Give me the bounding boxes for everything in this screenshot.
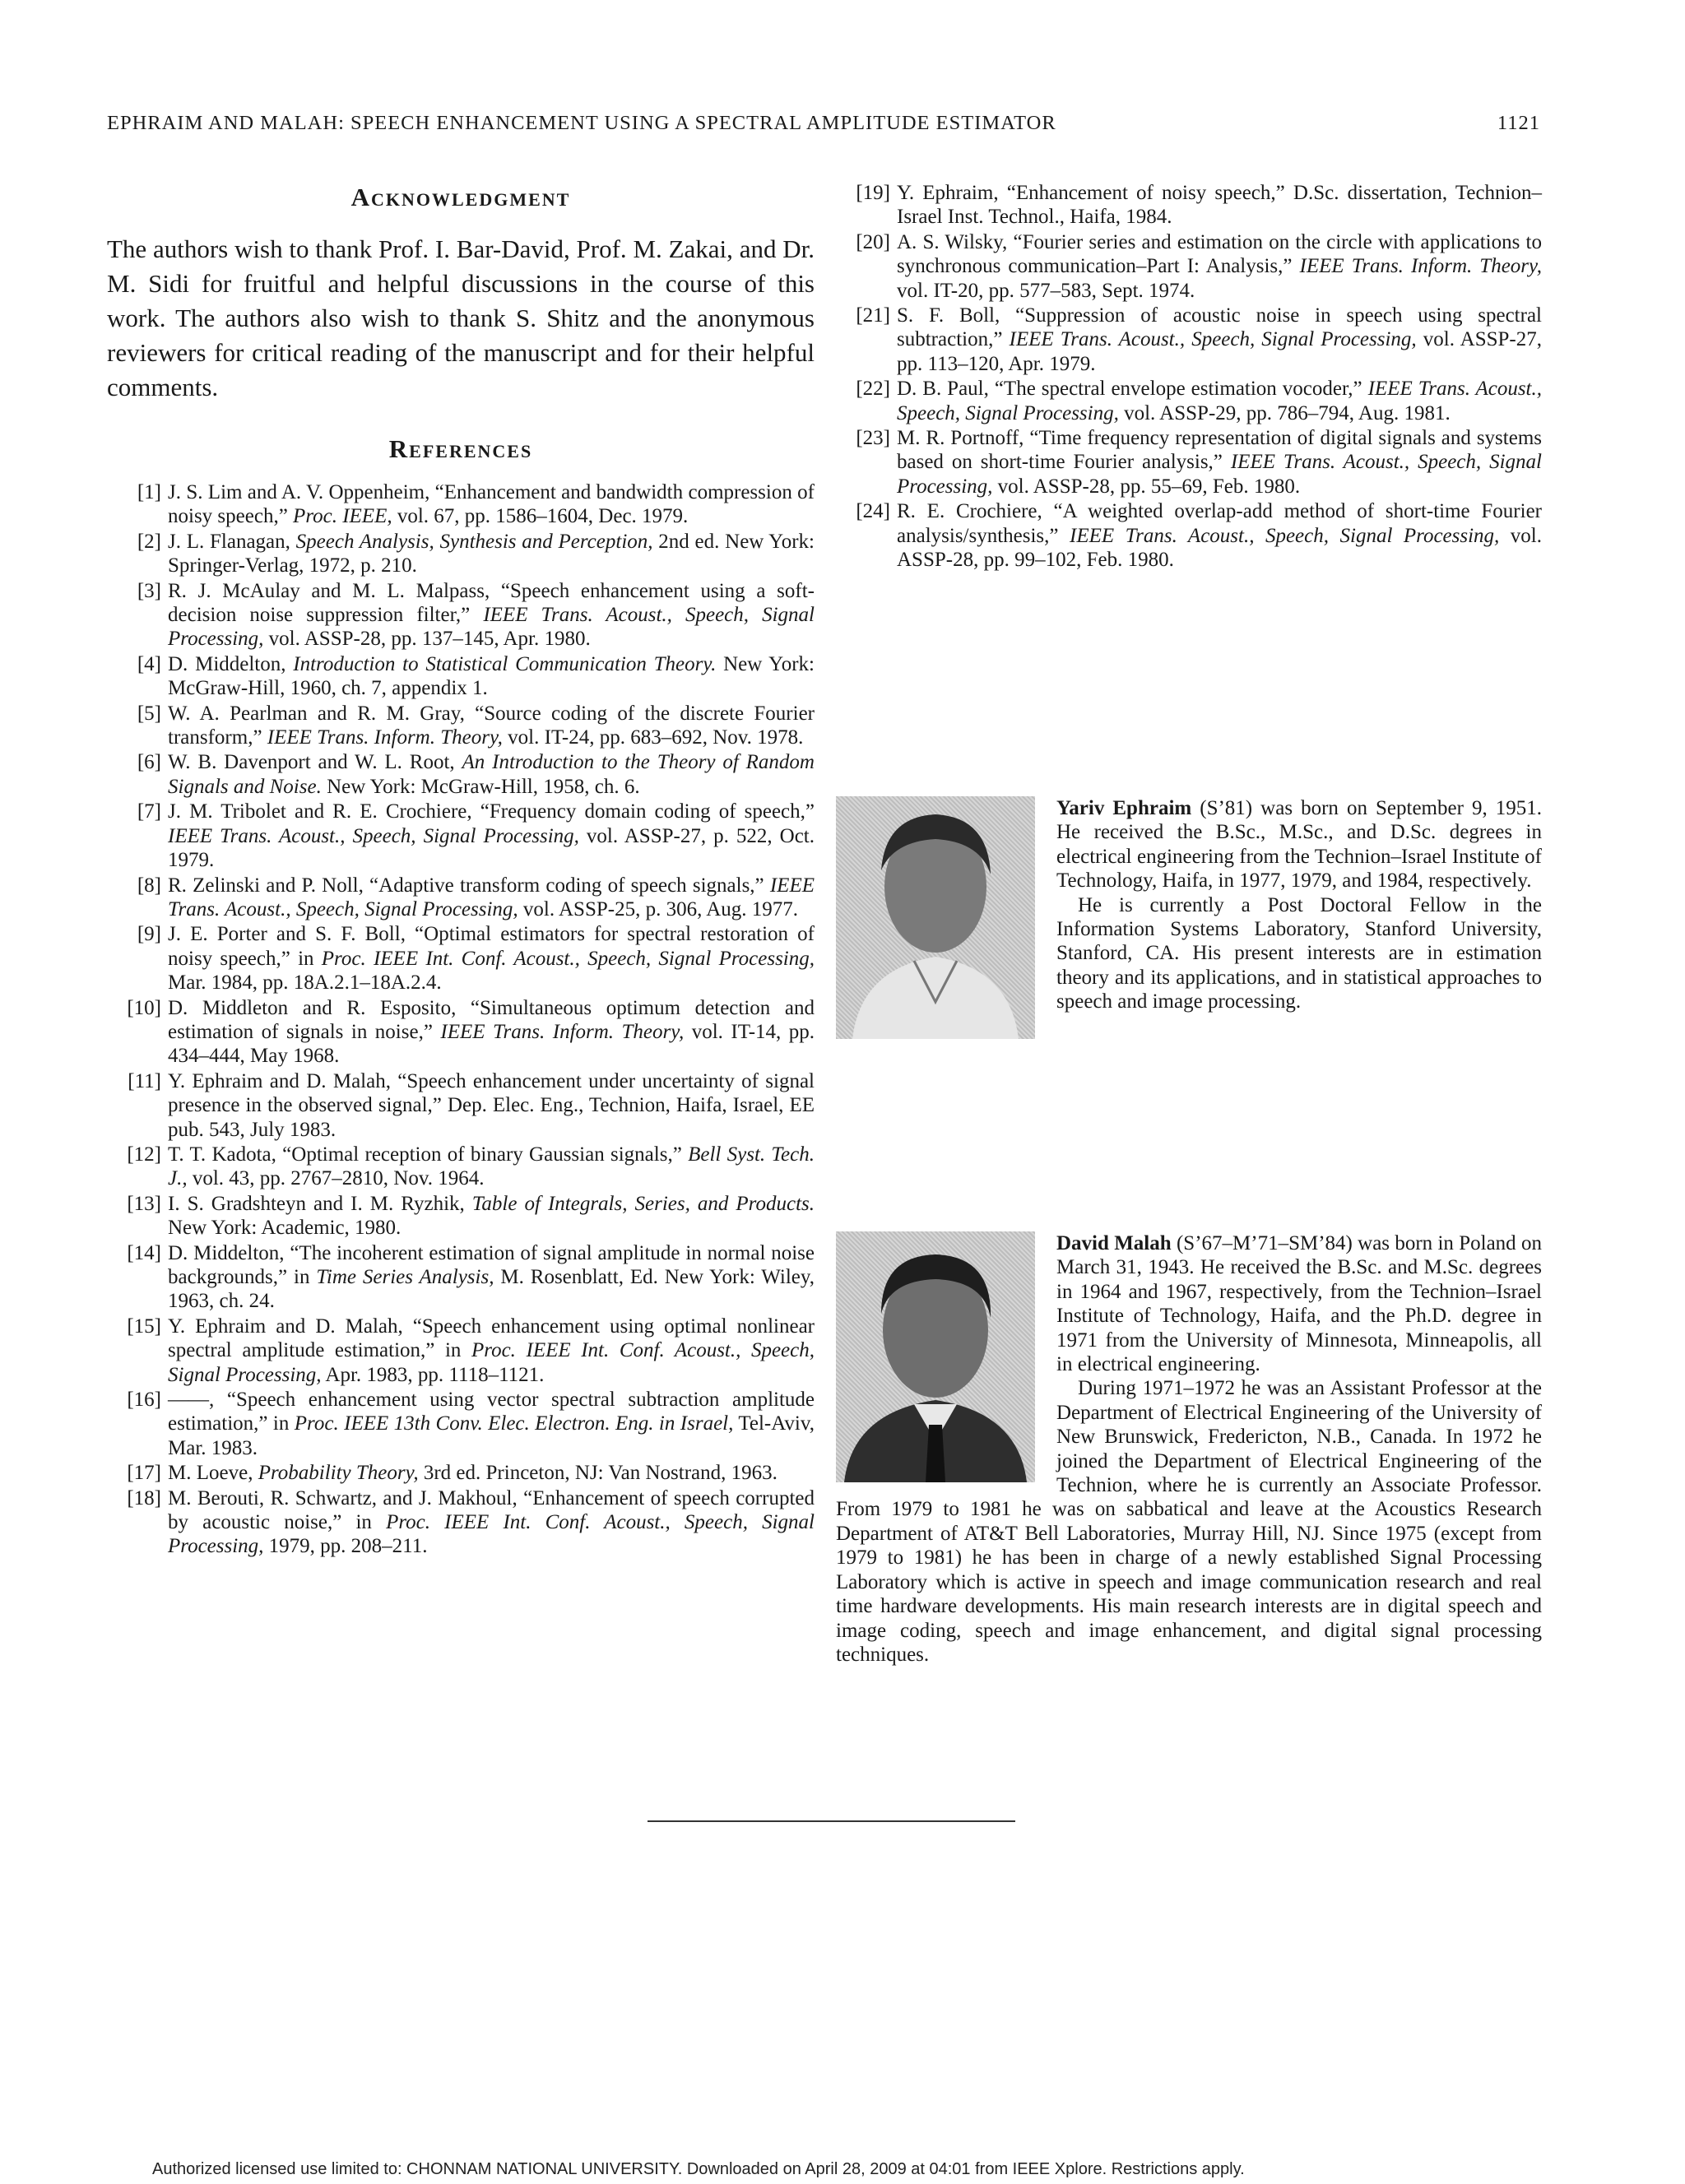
reference-source: IEEE Trans. Acoust., Speech, Signal Processing, [897, 451, 1542, 498]
reference-text: ——, “Speech enhancement using vector spectral subtraction amplitude estimation,” in [168, 1389, 815, 1435]
reference-number: [15] [127, 1315, 161, 1338]
reference-number: [21] [856, 304, 890, 327]
reference-number: [13] [127, 1192, 161, 1215]
reference-number: [1] [137, 481, 161, 503]
reference-text: M. Loeve, [168, 1462, 258, 1485]
reference-source: Speech Analysis, Synthesis and Perception, [295, 530, 653, 553]
reference-number: [18] [127, 1486, 161, 1509]
author-photo-ephraim [836, 796, 1035, 1039]
reference-item [107, 874, 815, 922]
reference-source: Proc. IEEE Int. Conf. Acoust., Speech, Signal Processing, [321, 947, 815, 970]
reference-number: [3] [137, 579, 161, 602]
reference-number: [5] [137, 702, 161, 725]
reference-text: M. R. Portnoff, “Time frequency representation of digital signals and systems based on short-time Fourier analysis,” [897, 427, 1542, 474]
reference-details: 2nd ed. New York: Springer-Verlag, 1972, p. 210. [168, 530, 815, 577]
reference-item [107, 996, 815, 1069]
reference-number: [17] [127, 1462, 161, 1485]
reference-source: IEEE Trans. Acoust., Speech, Signal Processing, [897, 378, 1543, 424]
reference-source: IEEE Trans. Acoust., Speech, Signal Processing, [168, 874, 815, 920]
reference-text: J. S. Lim and A. V. Oppenheim, “Enhancement and bandwidth compression of noisy speech,” [168, 481, 815, 528]
reference-number: [7] [137, 800, 161, 823]
reference-details: Apr. 1983, pp. 1118–1121. [321, 1363, 545, 1386]
reference-item [107, 1069, 815, 1142]
author-bio-ephraim [836, 796, 1542, 1044]
reference-item [107, 579, 815, 651]
reference-details: New York: McGraw-Hill, 1960, ch. 7, appendix 1. [168, 652, 815, 700]
reference-source: IEEE Trans. Inform. Theory, [267, 726, 503, 749]
reference-text: D. B. Paul, “The spectral envelope estimation vocoder,” [897, 378, 1368, 401]
reference-number: [9] [137, 923, 161, 946]
reference-number: [4] [137, 652, 161, 675]
references-heading: References [388, 434, 533, 463]
left-column [107, 181, 815, 1560]
reference-text: J. E. Porter and S. F. Boll, “Optimal estimators for spectral restoration of noisy speech,” in [168, 923, 815, 970]
reference-number: [14] [127, 1241, 161, 1264]
reference-number: [12] [127, 1143, 161, 1166]
author-bio-malah [836, 1231, 1542, 1667]
author-name-ephraim: Yariv Ephraim [1056, 797, 1192, 819]
reference-source: IEEE Trans. Acoust., Speech, Signal Processing, [168, 604, 815, 651]
references-list-right [836, 181, 1542, 573]
reference-text: I. S. Gradshteyn and I. M. Ryzhik, [168, 1192, 472, 1215]
reference-text: D. Middelton, “The incoherent estimation of signal amplitude in normal noise backgrounds,” in [168, 1241, 815, 1288]
reference-source: IEEE Trans. Acoust., Speech, Signal Processing, [1070, 524, 1500, 547]
reference-details: vol. ASSP-27, pp. 113–120, Apr. 1979. [897, 328, 1542, 375]
reference-item [107, 750, 815, 799]
reference-item [836, 426, 1542, 498]
reference-item [107, 1388, 815, 1460]
reference-source: Proc. IEEE 13th Conv. Elec. Electron. Eng. in Israel, [294, 1412, 734, 1435]
reference-item [107, 1461, 815, 1485]
reference-text: J. L. Flanagan, [168, 530, 296, 553]
reference-source: IEEE Trans. Inform. Theory, [1299, 255, 1542, 278]
reference-item [107, 1241, 815, 1314]
reference-source: Introduction to Statistical Communication Theory. [293, 652, 717, 675]
reference-number: [19] [856, 182, 890, 204]
reference-details: vol. IT-14, pp. 434–444, May 1968. [168, 1020, 815, 1068]
reference-item [836, 181, 1542, 230]
reference-text: D. Middleton and R. Esposito, “Simultaneous optimum detection and estimation of signals in noise,” [168, 996, 815, 1043]
bio-ephraim-p2: He is currently a Post Doctoral Fellow in the Information Systems Laboratory, Stanford University, Stanford, CA. His present interests are in estimation theory and its applications, and in statistical approaches to speech and image processing. [1056, 893, 1542, 1013]
reference-text: D. Middelton, [168, 652, 294, 675]
reference-details: vol. ASSP-28, pp. 55–69, Feb. 1980. [992, 475, 1301, 498]
page-number: 1121 [1497, 112, 1540, 134]
reference-details: vol. ASSP-27, p. 522, Oct. 1979. [168, 824, 815, 872]
reference-details: Tel-Aviv, Mar. 1983. [168, 1412, 815, 1459]
reference-details: vol. 67, pp. 1586–1604, Dec. 1979. [392, 505, 689, 528]
reference-item [107, 1192, 815, 1240]
reference-text: R. Zelinski and P. Noll, “Adaptive transform coding of speech signals,” [168, 874, 770, 897]
reference-number: [16] [127, 1389, 161, 1412]
references-list-left [107, 480, 815, 1559]
reference-source: Table of Integrals, Series, and Products. [471, 1192, 815, 1215]
reference-item [107, 652, 815, 701]
reference-details: vol. ASSP-25, p. 306, Aug. 1977. [518, 897, 799, 920]
right-column [836, 181, 1542, 573]
reference-item [107, 922, 815, 995]
reference-text: W. A. Pearlman and R. M. Gray, “Source coding of the discrete Fourier transform,” [168, 702, 815, 749]
reference-number: [8] [137, 874, 161, 897]
reference-text: Y. Ephraim and D. Malah, “Speech enhancement using optimal nonlinear spectral amplitude estimation,” in [168, 1315, 815, 1362]
reference-details: 3rd ed. Princeton, NJ: Van Nostrand, 1963. [418, 1462, 778, 1485]
license-footer: Authorized licensed use limited to: CHONNAM NATIONAL UNIVERSITY. Downloaded on April 28, 2009 at 04:01 from IEEE Xplore. Restrictions apply. [152, 2160, 1245, 2178]
acknowledgment-heading: Acknowledgment [350, 183, 571, 211]
bio-ephraim-p1: (S’81) was born on September 9, 1951. He received the B.Sc., M.Sc., and D.Sc. degrees in electrical engineering from the Technion–Israel Institute of Technology, Haifa, in 1977, 1979, and 1984, respectively. [1056, 797, 1542, 893]
bio-malah-p2: During 1971–1972 he was an Assistant Professor at the Department of Electrical Engineering of the University of New Brunswick, Fredericton, N.B., Canada. In 1972 he joined the Department of Electrical Engineering of the Technion, where he is currently an Associate Professor. From 1979 to 1981 he was on sabbatical and leave at the Acoustics Research Department of AT&T Bell Laboratories, Murray Hill, NJ. Since 1975 (except from 1979 to 1981) he has been in charge of a newly established Signal Processing Laboratory which is active in speech and image communication research and real time hardware developments. His main research interests are in digital speech and image coding, speech and image enhancement, and digital signal processing techniques. [836, 1377, 1542, 1666]
reference-text: M. Berouti, R. Schwartz, and J. Makhoul, “Enhancement of speech corrupted by acoustic noise,” in [168, 1486, 815, 1534]
reference-source: Bell Syst. Tech. J., [168, 1143, 815, 1190]
reference-details: vol. IT-24, pp. 683–692, Nov. 1978. [502, 726, 804, 749]
reference-text: J. M. Tribolet and R. E. Crochiere, “Frequency domain coding of speech,” [168, 800, 815, 823]
author-photo-malah [836, 1231, 1035, 1482]
running-header [107, 109, 1540, 138]
reference-item [107, 1143, 815, 1191]
reference-item [107, 480, 815, 529]
reference-source: Proc. IEEE Int. Conf. Acoust., Speech, Signal Processing, [168, 1511, 815, 1558]
reference-source: IEEE Trans. Acoust., Speech, Signal Processing, [1009, 328, 1417, 351]
reference-number: [24] [856, 500, 890, 523]
acknowledgment-text: The authors wish to thank Prof. I. Bar-David, Prof. M. Zakai, and Dr. M. Sidi for fruitful and helpful discussions in the course of this work. The authors also wish to thank S. Shitz and the anonymous reviewers for critical reading of the manuscript and for their helpful comments. [107, 234, 815, 401]
reference-number: [6] [137, 751, 161, 774]
reference-details: M. Rosenblatt, Ed. New York: Wiley, 1963, ch. 24. [168, 1266, 815, 1313]
running-title: EPHRAIM AND MALAH: SPEECH ENHANCEMENT USING A SPECTRAL AMPLITUDE ESTIMATOR [107, 112, 1056, 134]
reference-item [836, 377, 1542, 425]
reference-item [836, 499, 1542, 572]
reference-details: vol. IT-20, pp. 577–583, Sept. 1974. [897, 279, 1195, 302]
reference-source: Time Series Analysis, [316, 1266, 494, 1288]
reference-details: Mar. 1984, pp. 18A.2.1–18A.2.4. [168, 971, 442, 995]
reference-number: [11] [128, 1069, 161, 1092]
reference-details: vol. ASSP-29, pp. 786–794, Aug. 1981. [1118, 401, 1451, 424]
reference-details: vol. 43, pp. 2767–2810, Nov. 1964. [187, 1167, 485, 1190]
reference-text: S. F. Boll, “Suppression of acoustic noise in speech using spectral subtraction,” [897, 304, 1542, 351]
reference-item [107, 530, 815, 578]
reference-text: Y. Ephraim, “Enhancement of noisy speech,” D.Sc. dissertation, Technion–Israel Inst. Technol., Haifa, 1984. [897, 182, 1542, 229]
reference-item [107, 800, 815, 872]
reference-number: [23] [856, 427, 890, 450]
reference-number: [10] [127, 996, 161, 1019]
reference-details: vol. ASSP-28, pp. 99–102, Feb. 1980. [897, 524, 1543, 572]
author-name-malah: David Malah [1056, 1232, 1172, 1254]
bio-malah-p1: (S’67–M’71–SM’84) was born in Poland on March 31, 1943. He received the B.Sc. and M.Sc. degrees in 1964 and 1967, respectively, from the Technion–Israel Institute of Technology, Haifa, and the Ph.D. degree in 1971 from the University of Minnesota, Minneapolis, all in electrical engineering. [1056, 1232, 1542, 1376]
reference-source: Probability Theory, [258, 1462, 419, 1485]
end-rule [648, 1820, 1015, 1822]
reference-details: New York: McGraw-Hill, 1958, ch. 6. [321, 775, 640, 798]
reference-item [836, 304, 1542, 376]
reference-number: [22] [856, 378, 890, 401]
reference-details: 1979, pp. 208–211. [263, 1535, 428, 1558]
reference-item [107, 702, 815, 750]
reference-source: IEEE Trans. Acoust., Speech, Signal Processing, [168, 824, 579, 847]
reference-source: Proc. IEEE, [293, 505, 392, 528]
reference-item [836, 230, 1542, 303]
reference-details: vol. ASSP-28, pp. 137–145, Apr. 1980. [263, 628, 591, 651]
reference-source: IEEE Trans. Inform. Theory, [440, 1020, 685, 1043]
reference-source: An Introduction to the Theory of Random Signals and Noise. [168, 751, 815, 798]
reference-text: R. J. McAulay and M. L. Malpass, “Speech enhancement using a soft-decision noise suppression filter,” [168, 579, 815, 627]
reference-item [107, 1315, 815, 1387]
reference-text: A. S. Wilsky, “Fourier series and estimation on the circle with applications to synchronous communication–Part I: Analysis,” [897, 230, 1542, 278]
reference-text: T. T. Kadota, “Optimal reception of binary Gaussian signals,” [168, 1143, 689, 1166]
reference-number: [20] [856, 230, 890, 253]
reference-source: Proc. IEEE Int. Conf. Acoust., Speech, Signal Processing, [168, 1339, 815, 1386]
reference-text: R. E. Crochiere, “A weighted overlap-add method of short-time Fourier analysis/synthesis,” [897, 500, 1542, 547]
reference-number: [2] [137, 530, 161, 553]
reference-details: New York: Academic, 1980. [168, 1217, 402, 1240]
reference-text: Y. Ephraim and D. Malah, “Speech enhancement under uncertainty of signal presence in the observed signal,” Dep. Elec. Eng., Technion, Haifa, Israel, EE pub. 543, July 1983. [168, 1069, 815, 1141]
reference-text: W. B. Davenport and W. L. Root, [168, 751, 462, 774]
reference-item [107, 1486, 815, 1559]
